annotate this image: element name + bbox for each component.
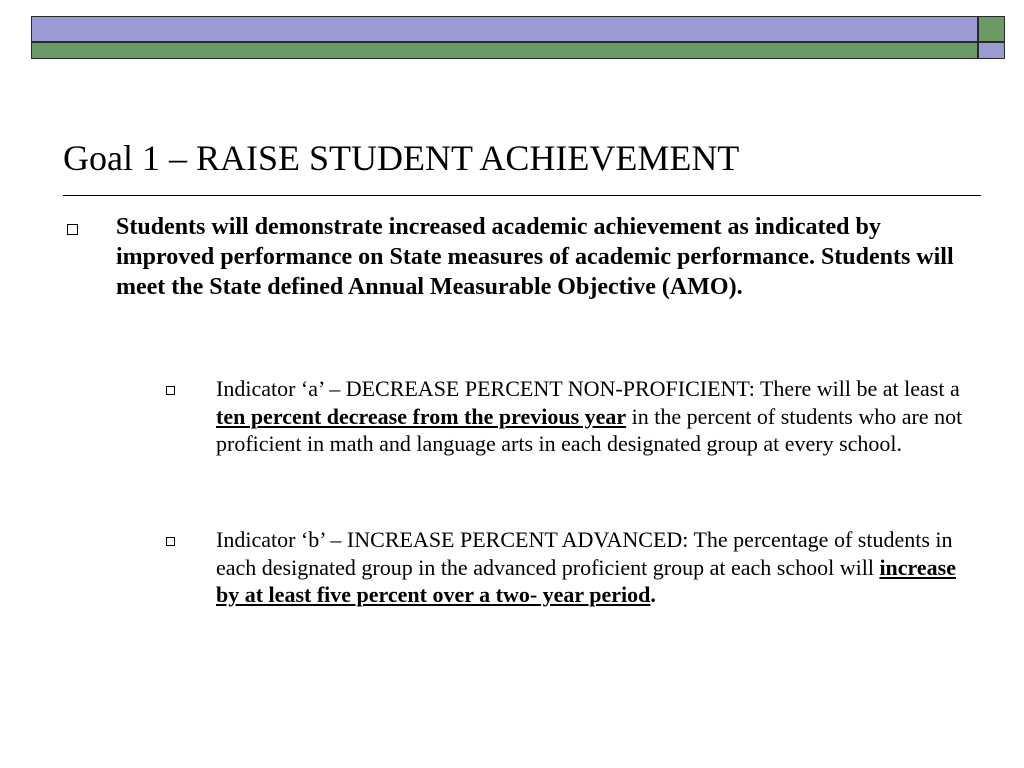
title-divider	[63, 195, 981, 196]
indicator-a-lead: Indicator ‘a’ – DECREASE PERCENT NON-PROFICIENT: There will be at least a	[216, 376, 960, 401]
indicator-b-text	[216, 526, 966, 609]
slide-title: Goal 1 – RAISE STUDENT ACHIEVEMENT	[63, 138, 740, 178]
indicator-b-emphasis: increase by at least five percent over a two- year period	[216, 554, 957, 607]
indicator-a-emphasis: ten percent decrease from the previous year	[216, 403, 627, 429]
header-square-green	[978, 16, 1005, 42]
square-bullet-icon	[166, 537, 175, 546]
main-bullet-text: Students will demonstrate increased academic achievement as indicated by improved performance on State measures of academic performance. Students will meet the State defined Annual Measurable Objective (AMO).	[116, 214, 954, 300]
indicator-a-text	[216, 375, 966, 458]
header-bar-purple	[31, 16, 978, 42]
header-bar-green	[31, 42, 978, 59]
header-square-purple	[978, 42, 1005, 59]
indicator-b-lead: Indicator ‘b’ – INCREASE PERCENT ADVANCED: The percentage of students in each designated group in the advanced proficient group at each school will	[216, 527, 953, 580]
square-bullet-icon	[67, 224, 78, 235]
square-bullet-icon	[166, 386, 175, 395]
indicator-a-tail: in the percent of students who are not proficient in math and language arts in each designated group at every school.	[216, 403, 963, 456]
indicator-b-tail: .	[650, 582, 656, 607]
